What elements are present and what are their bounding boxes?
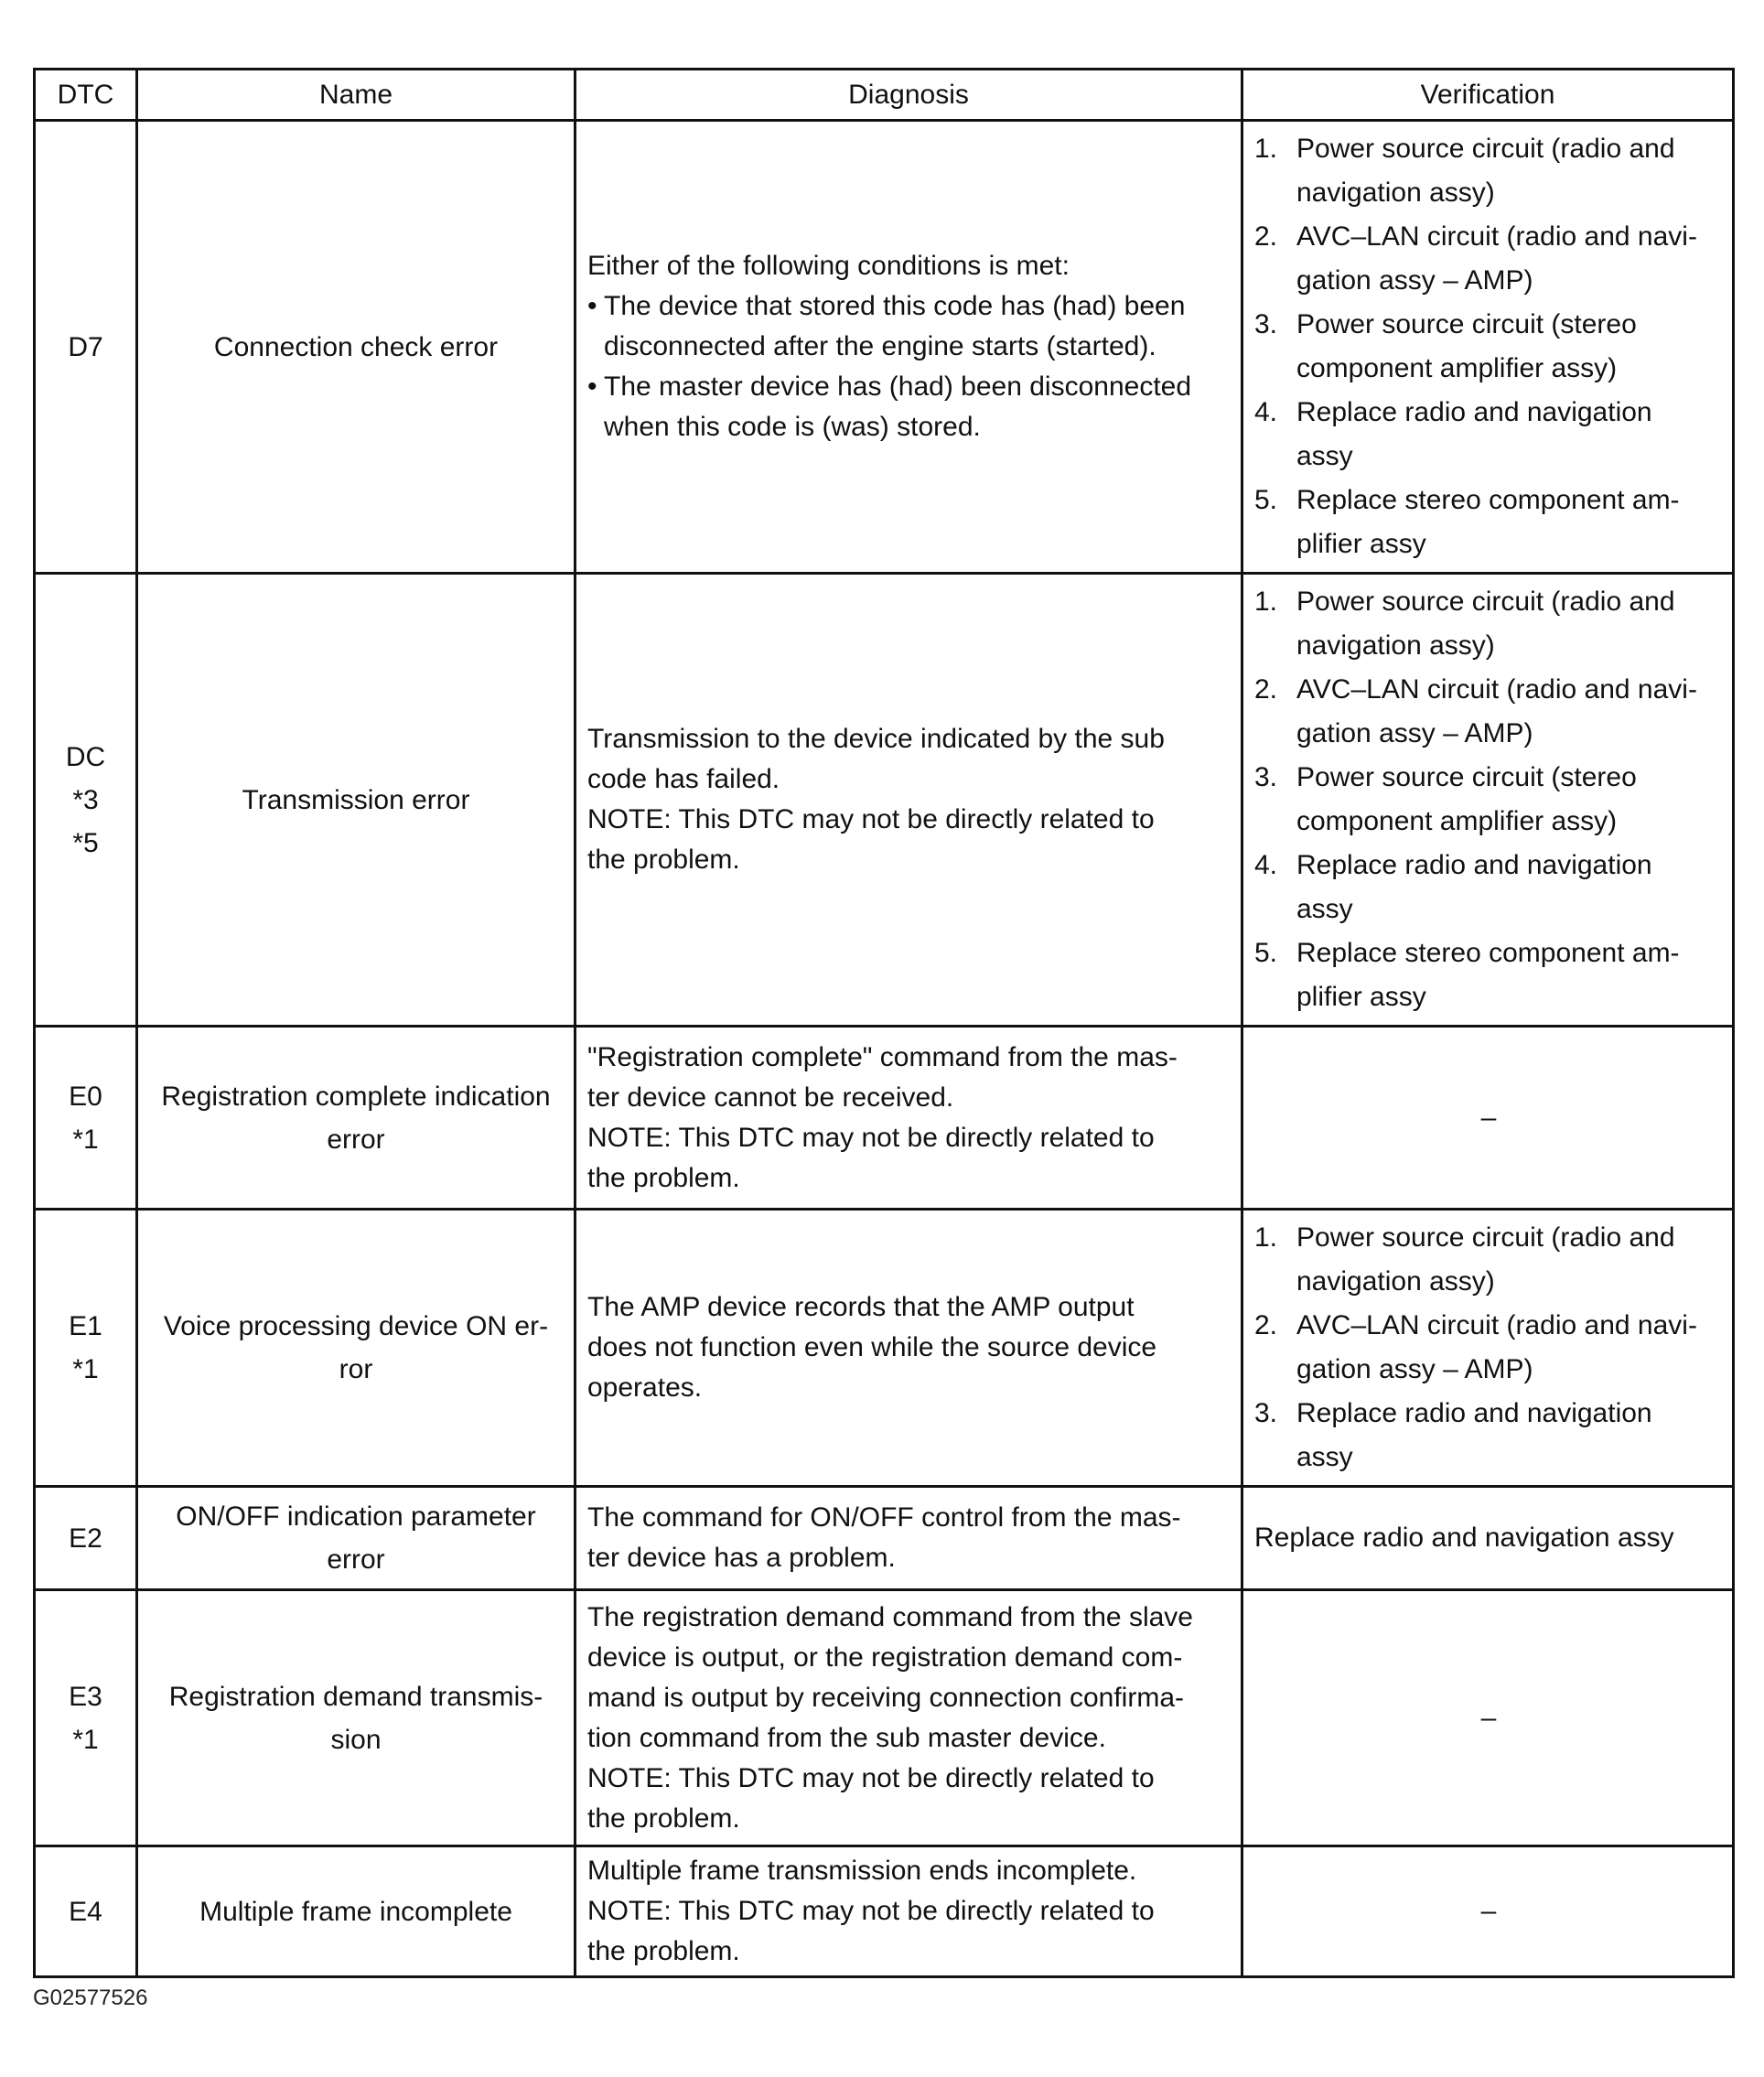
bullet-icon: • <box>587 291 597 321</box>
table-header-row <box>35 70 1734 121</box>
verification-item: 1. Power source circuit (radio and navigation assy) <box>1254 1222 1675 1297</box>
dtc-code: E2 <box>35 1487 137 1590</box>
verification-item: 2. AVC–LAN circuit (radio and navi- gation assy – AMP) <box>1254 221 1697 296</box>
header-dtc: DTC <box>35 70 137 121</box>
header-verification: Verification <box>1242 70 1734 121</box>
dtc-name: Voice processing device ON er- ror <box>137 1210 575 1487</box>
dtc-diagnosis: Either of the following conditions is met: • The device that stored this code has (had) been disconnected after the engine starts (started). • The master device has (had) been disconnected when this code is (was) stored. <box>575 121 1242 574</box>
table-row <box>35 1487 1734 1590</box>
dtc-code: D7 <box>35 121 137 574</box>
dtc-diagnosis: Transmission to the device indicated by the sub code has failed. NOTE: This DTC may not be directly related to the problem. <box>575 574 1242 1027</box>
verification-item: 3. Power source circuit (stereo component amplifier assy) <box>1254 309 1637 383</box>
bullet-icon: • <box>587 371 597 402</box>
dtc-verification: Replace radio and navigation assy <box>1242 1487 1734 1590</box>
diagnosis-bullet: • The master device has (had) been disconnected when this code is (was) stored. <box>587 367 1228 447</box>
dtc-verification <box>1242 1210 1734 1487</box>
dtc-verification: – <box>1242 1846 1734 1977</box>
dtc-name: Connection check error <box>137 121 575 574</box>
verification-item: 2. AVC–LAN circuit (radio and navi- gation assy – AMP) <box>1254 1310 1697 1384</box>
dtc-table <box>33 68 1735 1978</box>
dtc-name: Registration complete indication error <box>137 1027 575 1210</box>
verification-item: 4. Replace radio and navigation assy <box>1254 850 1652 924</box>
table-row <box>35 121 1734 574</box>
verification-item: 4. Replace radio and navigation assy <box>1254 397 1652 471</box>
dtc-code: E1 *1 <box>35 1210 137 1487</box>
verification-item: 3. Replace radio and navigation assy <box>1254 1398 1652 1472</box>
verification-item: 2. AVC–LAN circuit (radio and navi- gation assy – AMP) <box>1254 674 1697 748</box>
dtc-verification <box>1242 574 1734 1027</box>
table-row <box>35 574 1734 1027</box>
dtc-verification <box>1242 121 1734 574</box>
dtc-code: E0 *1 <box>35 1027 137 1210</box>
dtc-diagnosis: The command for ON/OFF control from the mas- ter device has a problem. <box>575 1487 1242 1590</box>
dtc-code: DC *3 *5 <box>35 574 137 1027</box>
diagnosis-bullet: • The device that stored this code has (had) been disconnected after the engine starts (started). <box>587 286 1228 367</box>
dtc-code: E3 *1 <box>35 1590 137 1846</box>
dtc-verification: – <box>1242 1027 1734 1210</box>
verification-item: 1. Power source circuit (radio and navigation assy) <box>1254 587 1675 661</box>
verification-item: 5. Replace stereo component am- plifier assy <box>1254 938 1680 1012</box>
dtc-diagnosis: The registration demand command from the slave device is output, or the registration demand com- mand is output by receiving connection confirma- tion command from the sub master device. NOTE: This DTC may not be directly related to the problem. <box>575 1590 1242 1846</box>
dtc-diagnosis: The AMP device records that the AMP output does not function even while the source device operates. <box>575 1210 1242 1487</box>
dtc-name: Registration demand transmis- sion <box>137 1590 575 1846</box>
dtc-code: E4 <box>35 1846 137 1977</box>
table-row <box>35 1590 1734 1846</box>
dtc-name: ON/OFF indication parameter error <box>137 1487 575 1590</box>
verification-item: 5. Replace stereo component am- plifier assy <box>1254 485 1680 559</box>
dtc-verification: – <box>1242 1590 1734 1846</box>
dtc-name: Multiple frame incomplete <box>137 1846 575 1977</box>
dtc-diagnosis: Multiple frame transmission ends incomplete. NOTE: This DTC may not be directly related to the problem. <box>575 1846 1242 1977</box>
table-row <box>35 1210 1734 1487</box>
figure-code: G02577526 <box>33 1986 148 2010</box>
table-row <box>35 1846 1734 1977</box>
verification-item: 1. Power source circuit (radio and navigation assy) <box>1254 134 1675 208</box>
header-diagnosis: Diagnosis <box>575 70 1242 121</box>
dtc-diagnosis: "Registration complete" command from the mas- ter device cannot be received. NOTE: This DTC may not be directly related to the problem. <box>575 1027 1242 1210</box>
dtc-name: Transmission error <box>137 574 575 1027</box>
table-row <box>35 1027 1734 1210</box>
verification-item: 3. Power source circuit (stereo component amplifier assy) <box>1254 762 1637 836</box>
header-name: Name <box>137 70 575 121</box>
